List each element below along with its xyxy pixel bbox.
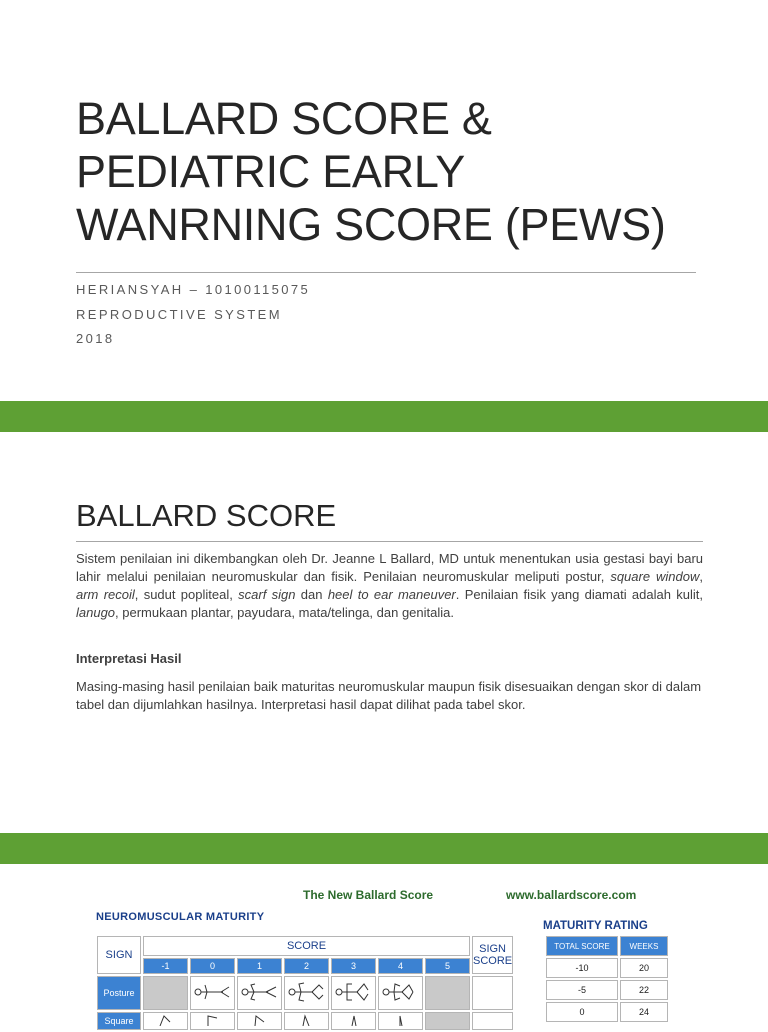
sign-score-cell (472, 1012, 513, 1030)
title-line: PEDIATRIC EARLY (76, 146, 465, 197)
title-divider (76, 272, 696, 273)
square-window-figure (331, 1012, 376, 1030)
neuromuscular-title: NEUROMUSCULAR MATURITY (96, 911, 265, 923)
text-run: , sudut popliteal, (134, 587, 239, 602)
sign-score-cell (472, 976, 513, 1010)
weeks-header: WEEKS (620, 936, 668, 956)
square-window-figure (284, 1012, 329, 1030)
square-window-figure (237, 1012, 282, 1030)
score-col-header: 1 (237, 958, 282, 974)
text-run-italic: arm recoil (76, 587, 135, 602)
slide-subtitle (76, 280, 310, 354)
text-run: , permukaan plantar, payudara, mata/telinga, dan genitalia. (115, 605, 454, 620)
text-run: . Penilaian fisik yang diamati adalah kulit, (455, 587, 703, 602)
subtitle-year: 2018 (76, 331, 115, 346)
score-col-header: 5 (425, 958, 470, 974)
slide-separator-band (0, 833, 768, 864)
text-run-italic: square window (610, 569, 700, 584)
total-score-cell: 0 (546, 1002, 618, 1022)
posture-figure (331, 976, 376, 1010)
slide-separator-band (0, 401, 768, 432)
heading-divider (76, 541, 703, 542)
maturity-rating-title: MATURITY RATING (543, 920, 648, 932)
section-heading: BALLARD SCORE (76, 498, 337, 533)
row-label-posture: Posture (97, 976, 141, 1010)
text-run-italic: heel to ear maneuver (327, 587, 456, 602)
score-col-header: -1 (143, 958, 188, 974)
subtitle-course: REPRODUCTIVE SYSTEM (76, 306, 282, 322)
empty-cell (143, 976, 188, 1010)
slide-title (76, 92, 736, 251)
square-window-figure (190, 1012, 235, 1030)
total-score-cell: -5 (546, 980, 618, 1000)
score-col-header: 2 (284, 958, 329, 974)
subtitle-author: HERIANSYAH – 10100115075 (76, 282, 311, 297)
weeks-cell: 20 (620, 958, 668, 978)
score-col-header: 3 (331, 958, 376, 974)
text-run-italic: scarf sign (238, 587, 296, 602)
total-score-cell: -10 (546, 958, 618, 978)
figure-url: www.ballardscore.com (506, 888, 637, 902)
figure-title: The New Ballard Score (303, 888, 434, 902)
text-run: Sistem penilaian ini dikembangkan oleh Dr. Jeanne L Ballard, MD untuk menentukan usia gestasi bayi baru lahir melalui penilaian neuromuskular dan fisik. Penilaian neuromuskular meliputi postur, (76, 551, 703, 584)
intro-paragraph (76, 550, 703, 622)
text-run: dan (295, 587, 328, 602)
square-window-figure (378, 1012, 423, 1030)
interpretation-paragraph: Masing-masing hasil penilaian baik maturitas neuromuskular maupun fisik disesuaikan dengan skor di dalam tabel dan dijumlahkan hasilnya. Interpretasi hasil dapat dilihat pada tabel skor. (76, 679, 702, 712)
sign-score-header: SIGN SCORE (472, 936, 513, 974)
posture-figure (237, 976, 282, 1010)
score-col-header: 0 (190, 958, 235, 974)
total-score-header: TOTAL SCORE (546, 936, 618, 956)
score-header: SCORE (143, 936, 470, 956)
title-line: BALLARD SCORE & (76, 93, 492, 144)
posture-figure (378, 976, 423, 1010)
posture-figure (190, 976, 235, 1010)
row-label-square-window: Square (97, 1012, 141, 1030)
text-run: , (699, 569, 703, 584)
sign-header: SIGN (97, 936, 141, 974)
title-line: WANRNING SCORE (PEWS) (76, 199, 666, 250)
square-window-figure (143, 1012, 188, 1030)
weeks-cell: 22 (620, 980, 668, 1000)
subheading: Interpretasi Hasil (76, 651, 182, 666)
score-col-header: 4 (378, 958, 423, 974)
empty-cell (425, 976, 470, 1010)
posture-figure (284, 976, 329, 1010)
weeks-cell: 24 (620, 1002, 668, 1022)
maturity-rating-table (544, 934, 670, 1024)
empty-cell (425, 1012, 470, 1030)
neuromuscular-table (95, 934, 515, 1032)
title-slide (0, 0, 768, 400)
text-run-italic: lanugo (76, 605, 116, 620)
